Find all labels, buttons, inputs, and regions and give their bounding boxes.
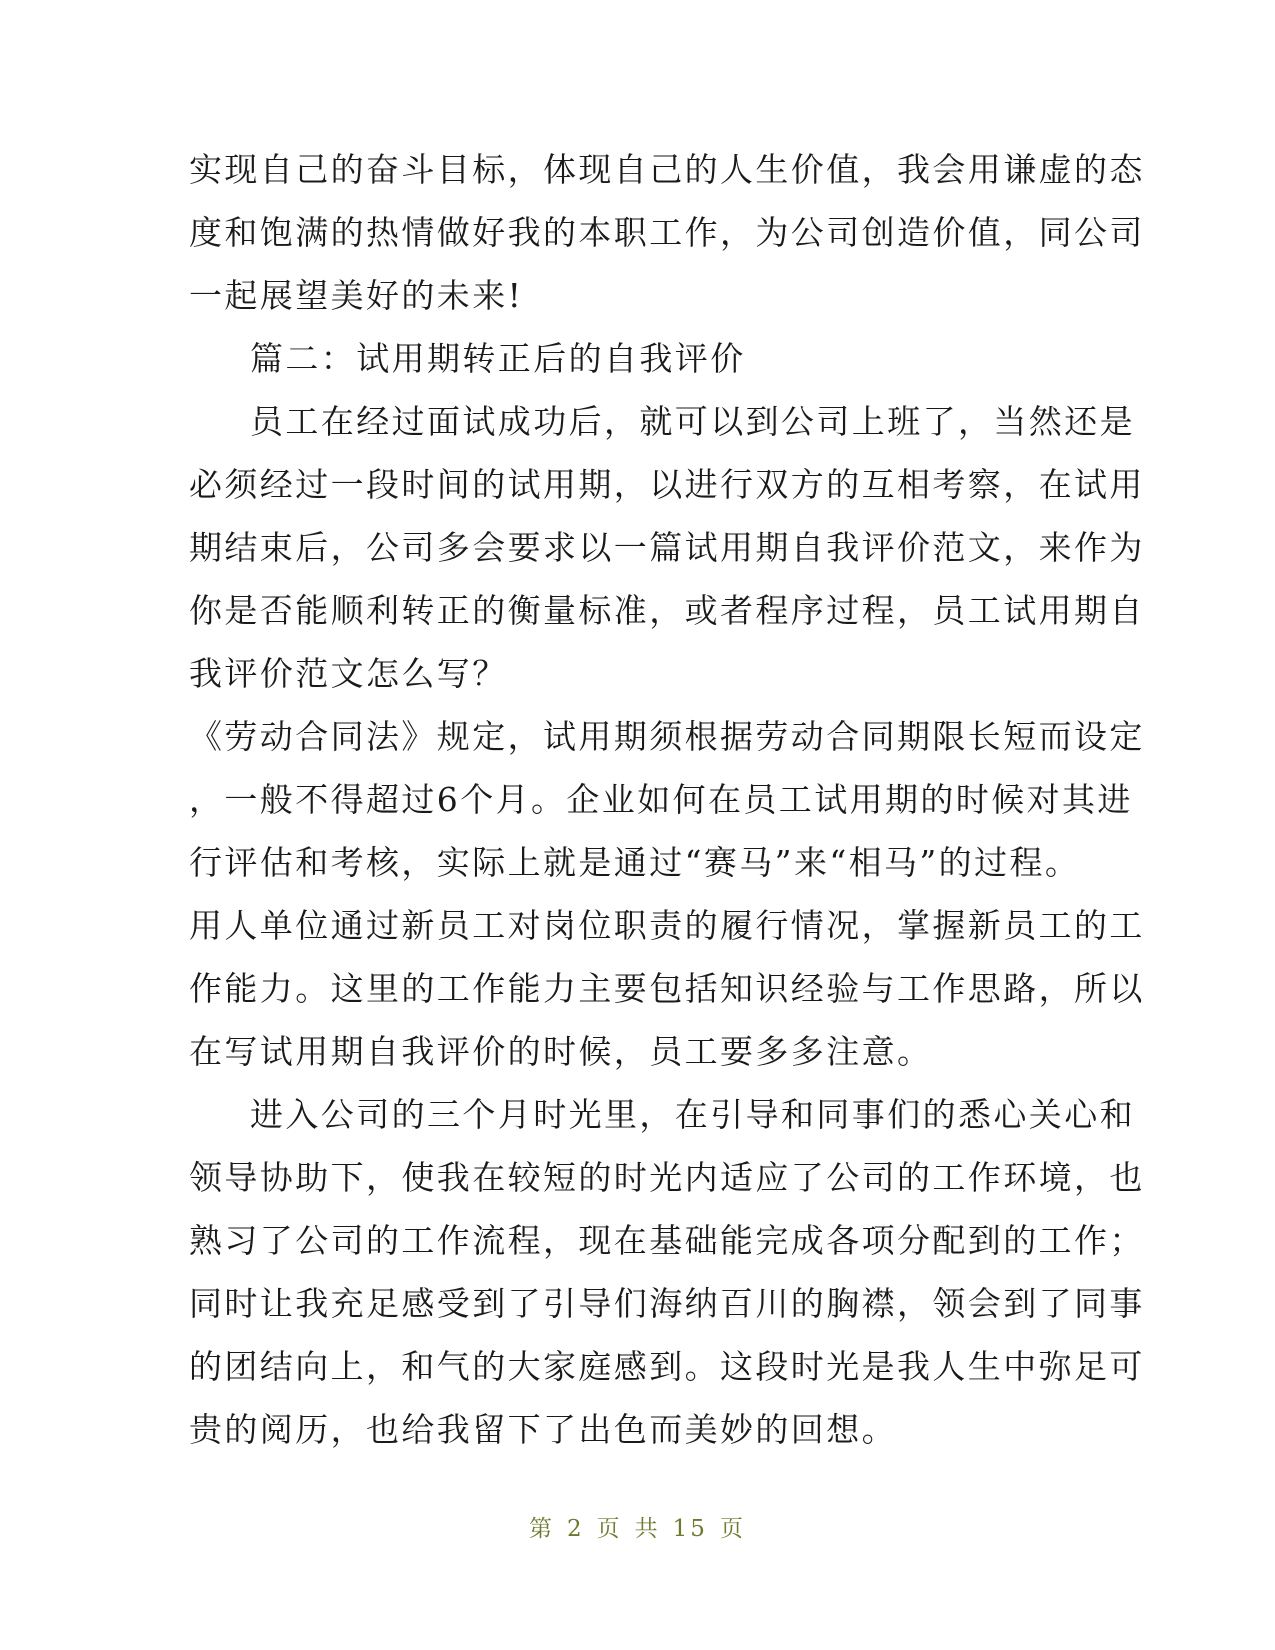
footer-total-pages: 15 xyxy=(672,1516,708,1542)
text-line: 你是否能顺利转正的衡量标准，或者程序过程，员工试用期自 xyxy=(189,591,1145,630)
footer-prefix: 第 xyxy=(529,1516,556,1542)
text-line: 用人单位通过新员工对岗位职责的履行情况，掌握新员工的工 xyxy=(189,906,1145,945)
footer-total-prefix: 共 xyxy=(634,1516,661,1542)
footer-page-number: 2 xyxy=(567,1516,585,1542)
text-line: 必须经过一段时间的试用期，以进行双方的互相考察，在试用 xyxy=(189,465,1145,504)
text-line: 行评估和考核，实际上就是通过“赛马”来“相马”的过程。 xyxy=(189,843,1081,882)
text-line: 度和饱满的热情做好我的本职工作，为公司创造价值，同公司 xyxy=(189,213,1145,252)
text-line: 领导协助下，使我在较短的时光内适应了公司的工作环境，也 xyxy=(189,1158,1145,1197)
text-line: ，一般不得超过6个月。企业如何在员工试用期的时候对其进 xyxy=(189,780,1133,819)
text-line: 一起展望美好的未来! xyxy=(189,276,524,315)
text-line: 贵的阅历，也给我留下了出色而美妙的回想。 xyxy=(189,1410,897,1449)
section-heading: 篇二：试用期转正后的自我评价 xyxy=(250,339,746,378)
page-footer xyxy=(0,1510,1275,1543)
text-line: 同时让我充足感受到了引导们海纳百川的胸襟，领会到了同事 xyxy=(189,1284,1145,1323)
text-line: 实现自己的奋斗目标，体现自己的人生价值，我会用谦虚的态 xyxy=(189,150,1145,189)
text-line: 进入公司的三个月时光里，在引导和同事们的悉心关心和 xyxy=(250,1095,1135,1134)
text-line: 《劳动合同法》规定，试用期须根据劳动合同期限长短而设定 xyxy=(189,717,1145,756)
text-line: 在写试用期自我评价的时候，员工要多多注意。 xyxy=(189,1032,933,1071)
footer-total-unit: 页 xyxy=(719,1516,746,1542)
text-line: 的团结向上，和气的大家庭感到。这段时光是我人生中弥足可 xyxy=(189,1347,1145,1386)
text-line: 员工在经过面试成功后，就可以到公司上班了，当然还是 xyxy=(250,402,1135,441)
text-line: 熟习了公司的工作流程，现在基础能完成各项分配到的工作； xyxy=(189,1221,1145,1260)
document-body xyxy=(189,138,1145,1461)
text-line: 期结束后，公司多会要求以一篇试用期自我评价范文，来作为 xyxy=(189,528,1145,567)
footer-page-unit: 页 xyxy=(596,1516,623,1542)
text-line: 我评价范文怎么写？ xyxy=(189,654,508,693)
text-line: 作能力。这里的工作能力主要包括知识经验与工作思路，所以 xyxy=(189,969,1145,1008)
